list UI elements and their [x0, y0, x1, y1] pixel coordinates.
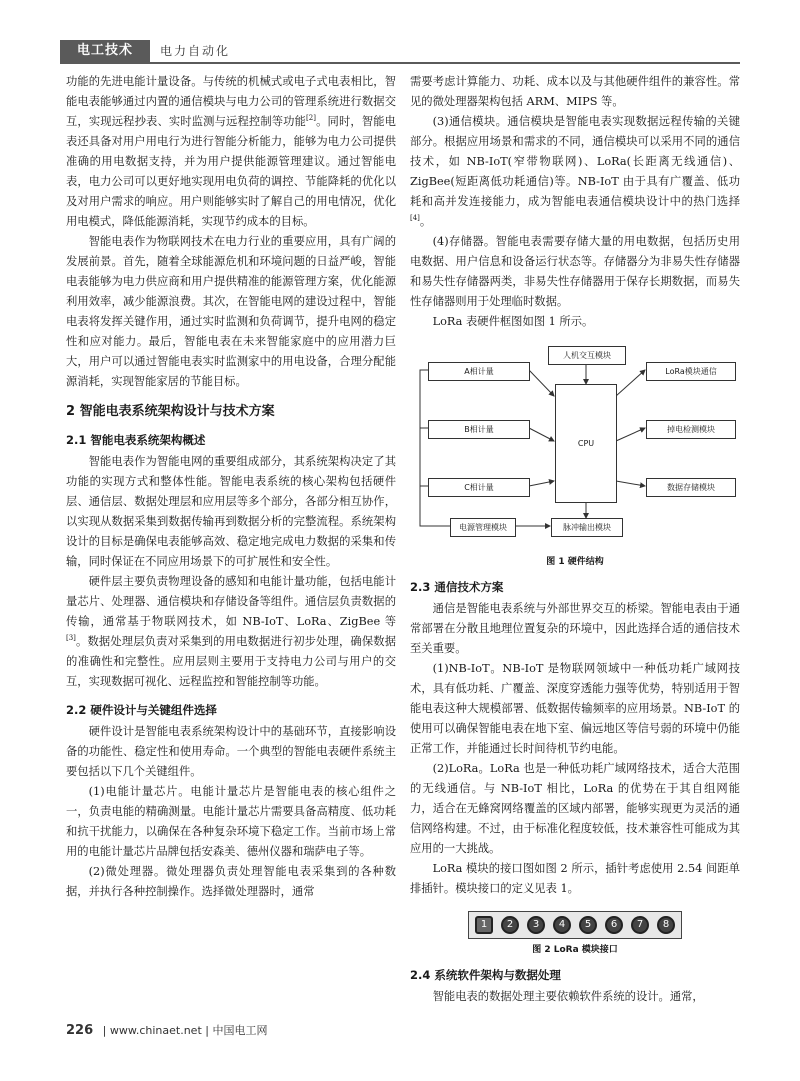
- data-storage-block: 数据存储模块: [646, 478, 736, 497]
- pulse-output-block: 脉冲输出模块: [551, 518, 623, 537]
- paragraph: 硬件设计是智能电表系统架构设计中的基础环节，直接影响设备的功能性、稳定性和使用寿命。一个典型的智能电表硬件系统主要包括以下几个关键组件。: [66, 725, 396, 778]
- pin: 1: [475, 916, 493, 934]
- subsection-heading: 2.2 硬件设计与关键组件选择: [66, 703, 217, 717]
- subsection-heading: 2.1 智能电表系统架构概述: [66, 433, 206, 447]
- hmi-module-block: 人机交互模块: [548, 346, 626, 365]
- page-number: 226: [66, 1023, 94, 1038]
- connector: [529, 428, 554, 441]
- paragraph: (1)NB-IoT。NB-IoT 是物联网领域中一种低功耗广域网技术，具有低功耗、广覆盖、深度穿透能力强等优势，特别适用于智能电表这种大规模部署、低数据传输频率的应用场景。NB-IoT 的使用可以确保智能电表在地下室、偏远地区等信号弱的环境中仍能正常工作，并能通过长时间待机节约电能。: [410, 662, 740, 755]
- pin: 4: [553, 916, 571, 934]
- pin-header: [468, 911, 682, 939]
- pin: 8: [657, 916, 675, 934]
- paragraph: 需要考虑计算能力、功耗、成本以及与其他硬件组件的兼容性。常见的微处理器架构包括 ARM、MIPS 等。: [410, 75, 740, 108]
- figure-caption: 图 2 LoRa 模块接口: [532, 945, 618, 955]
- phase-a-metering-block: A相计量: [428, 362, 530, 381]
- connector: [420, 370, 450, 526]
- lora-interface-figure: [410, 911, 740, 939]
- subsection-heading: 2.3 通信技术方案: [410, 580, 504, 594]
- citation[interactable]: [3]: [66, 634, 76, 643]
- citation[interactable]: [4]: [410, 214, 420, 223]
- header-rule: [60, 62, 740, 64]
- citation[interactable]: [2]: [306, 114, 316, 123]
- journal-subsection: 电力自动化: [160, 44, 231, 58]
- connector: [616, 428, 645, 441]
- hardware-block-diagram: [410, 336, 740, 551]
- paragraph: (1)电能计量芯片。电能计量芯片是智能电表的核心组件之一，负责电能的精确测量。电能计量芯片需要具备高精度、低功耗和抗干扰能力，以确保在各种复杂环境下稳定工作。当前市场上常用的电能计量芯片品牌包括安森美、德州仪器和瑞萨电子等。: [66, 785, 396, 858]
- power-fail-detect-block: 掉电检测模块: [646, 420, 736, 439]
- footer-site-link[interactable]: www.chinaet.net: [109, 1024, 202, 1037]
- section-heading: 2 智能电表系统架构设计与技术方案: [66, 404, 275, 419]
- pin: 3: [527, 916, 545, 934]
- figure-caption: 图 1 硬件结构: [546, 557, 604, 567]
- paragraph: 通信是智能电表系统与外部世界交互的桥梁。智能电表由于通常部署在分散且地理位置复杂的环境中，因此选择合适的通信技术至关重要。: [410, 602, 740, 655]
- page-footer: [66, 1022, 267, 1038]
- power-management-block: 电源管理模块: [450, 518, 516, 537]
- paragraph: (2)微处理器。微处理器负责处理智能电表采集到的各种数据，并执行各种控制操作。选择微处理器时，通常: [66, 865, 396, 898]
- footer-separator: |: [205, 1024, 209, 1037]
- pin: 6: [605, 916, 623, 934]
- paragraph: LoRa 模块的接口图如图 2 所示，插针考虑使用 2.54 间距单排插针。模块接口的定义见表 1。: [410, 862, 740, 895]
- paragraph: LoRa 表硬件框图如图 1 所示。: [432, 315, 594, 328]
- phase-c-metering-block: C相计量: [428, 478, 530, 497]
- pin: 2: [501, 916, 519, 934]
- paragraph: (3)通信模块。通信模块是智能电表实现数据远程传输的关键部分。根据应用场景和需求的不同，通信模块可以采用不同的通信技术，如 NB-IoT(窄带物联网)、LoRa(长距离无线通信)、ZigBee(短距离低功耗通信)等。NB-IoT 由于具有广覆盖、低功耗和高并发连接能力，成为智能电表通信模块设计中的热门选择[4]。: [410, 115, 740, 228]
- pin: 5: [579, 916, 597, 934]
- connector: [529, 481, 554, 486]
- paragraph: (2)LoRa。LoRa 也是一种低功耗广域网络技术，适合大范围的无线通信。与 NB-IoT 相比，LoRa 的优势在于其自组网能力，适合在无蜂窝网络覆盖的区域内部署，能够实现更为灵活的通信网络构建。不过，由于标准化程度较低，技术兼容性可能成为其应用的一大挑战。: [410, 762, 740, 855]
- connector: [529, 370, 554, 396]
- connector: [616, 370, 645, 396]
- cpu-block: CPU: [555, 384, 617, 503]
- connector: [616, 481, 645, 486]
- pin: 7: [631, 916, 649, 934]
- paragraph: 智能电表作为智能电网的重要组成部分，其系统架构决定了其功能的实现方式和整体性能。智能电表系统的核心架构包括硬件层、通信层、数据处理层和应用层等多个部分，各部分相互协作，以实现从数据采集到数据传输再到数据分析的完整流程。系统架构设计的目标是确保电表能够高效、稳定地完成电力数据的采集和传输，同时保证在不同应用场景下的可扩展性和安全性。: [66, 455, 396, 568]
- paragraph: (4)存储器。智能电表需要存储大量的用电数据，包括历史用电数据、用户信息和设备运行状态等。存储器分为非易失性存储器和易失性存储器两类，非易失性存储器用于保存长期数据，而易失性存储器则用于处理临时数据。: [410, 235, 740, 308]
- running-header: [0, 40, 800, 62]
- footer-separator: |: [102, 1024, 107, 1037]
- journal-section: 电工技术: [60, 40, 150, 62]
- paragraph: 智能电表作为物联网技术在电力行业的重要应用，具有广阔的发展前景。首先，随着全球能源危机和环境问题的日益严峻，智能电表能够为电力供应商和用户提供精准的能源管理方案，优化能源利用效率，减少能源浪费。其次，在智能电网的建设过程中，智能电表将发挥关键作用，通过实时监测和负荷调节，提升电网的稳定性和应对能力。最后，智能电表在未来智能家庭中的应用潜力巨大，用户可以通过智能电表实时监测家中的用电设备，合理分配能源消耗，实现智能家居的节能目标。: [66, 235, 396, 388]
- footer-site-name: 中国电工网: [212, 1024, 268, 1037]
- phase-b-metering-block: B相计量: [428, 420, 530, 439]
- subsection-heading: 2.4 系统软件架构与数据处理: [410, 968, 561, 982]
- right-column: [410, 72, 740, 1007]
- lora-comm-block: LoRa模块通信: [646, 362, 736, 381]
- paragraph: 硬件层主要负责物理设备的感知和电能计量功能，包括电能计量芯片、处理器、通信模块和存储设备等组件。通信层负责数据的传输，通常基于物联网技术，如 NB-IoT、LoRa、ZigBee 等[3]。数据处理层负责对采集到的用电数据进行初步处理，确保数据的准确性和完整性。应用层则主要用于支持电力公司与用户的交互，实现数据可视化、远程监控和智能控制等功能。: [66, 575, 396, 688]
- left-column: [66, 72, 396, 902]
- paragraph: 功能的先进电能计量设备。与传统的机械式或电子式电表相比，智能电表能够通过内置的通信模块与电力公司的管理系统进行数据交互，实现远程抄表、实时监测与远程控制等功能[2]。同时，智能电表还具备对用户用电行为进行智能分析能力，能够为电力公司提供准确的用电数据支持，并为用户提供能源管理建议。通过智能电表，电力公司可以更好地实现用电负荷的调控、节能降耗的优化以及对用户需求的响应。用户则能够实时了解自己的用电情况，优化用电模式，降低能源消耗，实现节约成本的目标。: [66, 75, 396, 228]
- paragraph: 智能电表的数据处理主要依赖软件系统的设计。通常，: [432, 990, 704, 1003]
